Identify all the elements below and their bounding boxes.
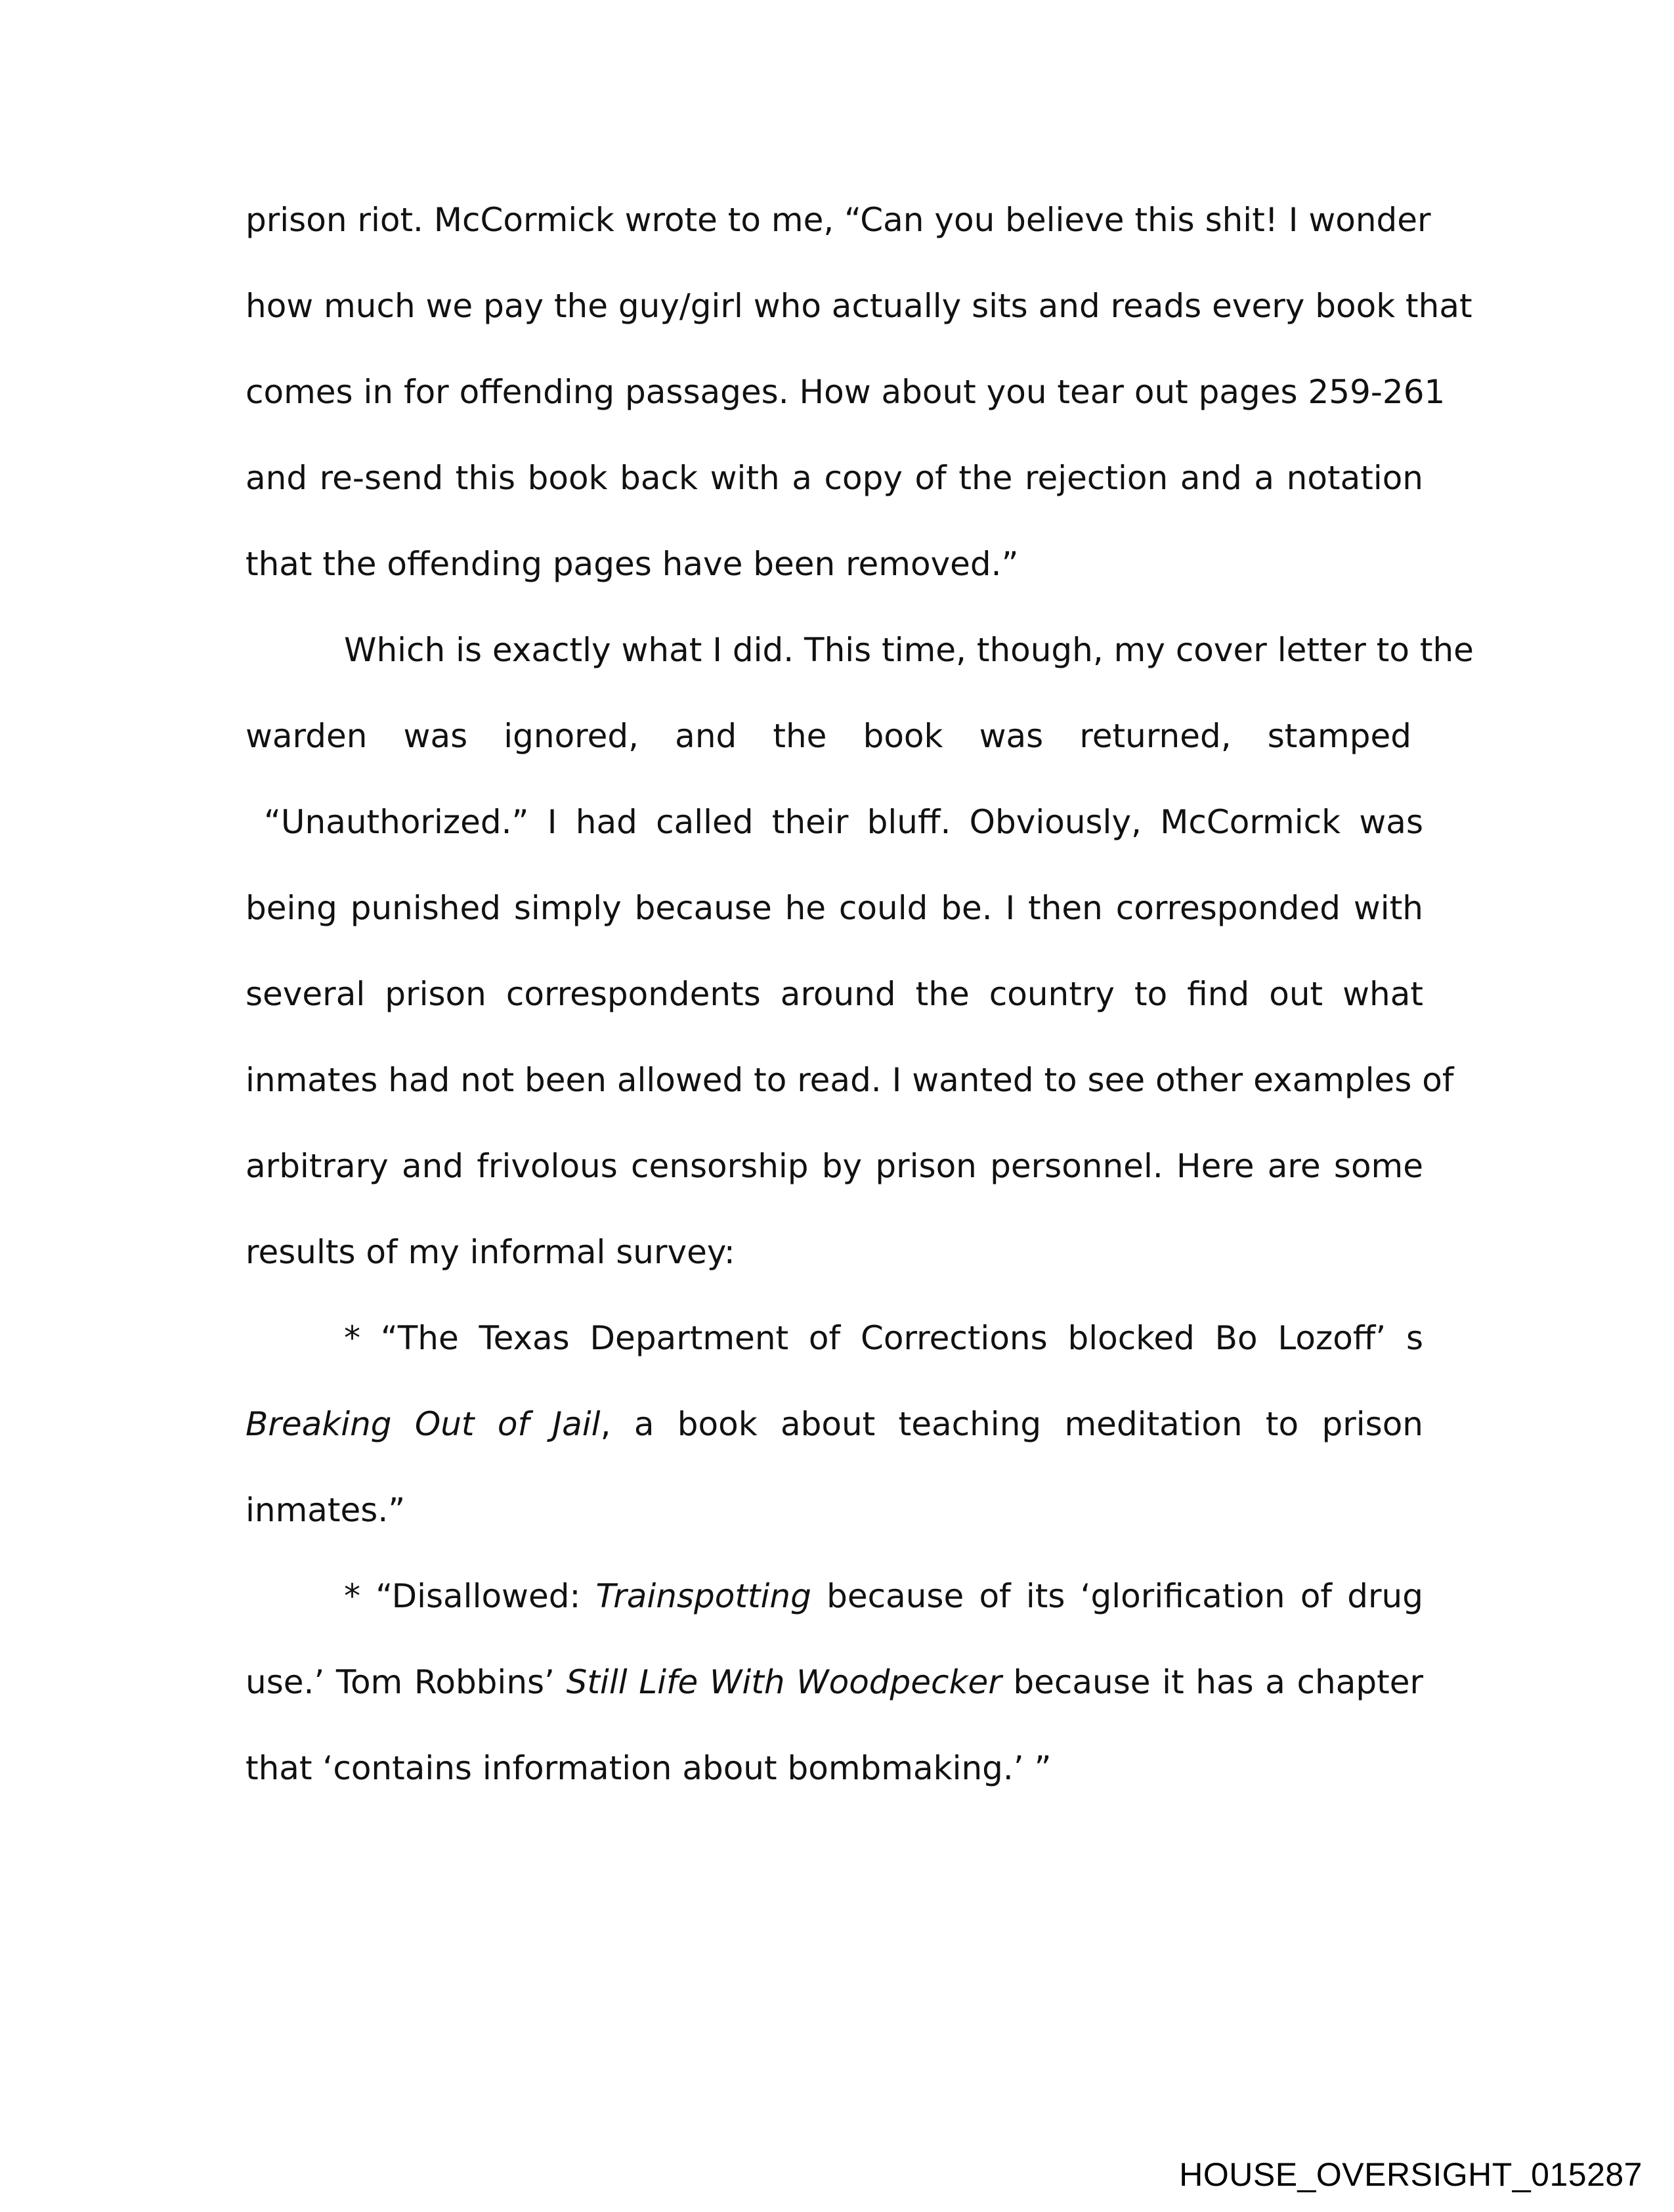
bullet-quote-line: * “The Texas Department of Corrections blocked Bo Lozoff’ s (344, 1319, 1423, 1357)
bullet-quote-line (246, 1576, 1423, 1616)
document-id-footer: HOUSE_OVERSIGHT_015287 (1179, 2156, 1642, 2193)
text-line: inmates had not been allowed to read. I wanted to see other examples of (246, 1061, 1454, 1099)
text-line: that the offending pages have been removed.” (246, 545, 1019, 583)
text-line: being punished simply because he could be. I then corresponded with (246, 889, 1423, 927)
text-span: * “Disallowed: (344, 1577, 596, 1615)
text-line: that ‘contains information about bombmaking.’ ” (246, 1749, 1052, 1787)
text-line: “Unauthorized.” I had called their bluff. Obviously, McCormick was (264, 803, 1423, 841)
book-title: Breaking Out of Jail (246, 1405, 601, 1443)
text-line: several prison correspondents around the country to find out what (246, 975, 1423, 1013)
text-line: and re-send this book back with a copy of the rejection and a notation (246, 459, 1423, 497)
book-title: Trainspotting (595, 1577, 811, 1615)
text-span: because of its ‘glorification of drug (811, 1577, 1423, 1615)
text-line (246, 1662, 1423, 1702)
text-line: comes in for offending passages. How about you tear out pages 259-261 (246, 373, 1446, 411)
text-line: warden was ignored, and the book was returned, stamped (246, 717, 1411, 755)
text-span: because it has a chapter (1001, 1663, 1424, 1701)
text-line: inmates.” (246, 1491, 406, 1529)
text-span: , a book about teaching meditation to prison (600, 1405, 1423, 1443)
text-span: use.’ Tom Robbins’ (246, 1663, 567, 1701)
text-line (246, 1404, 1423, 1444)
text-line: arbitrary and frivolous censorship by prison personnel. Here are some (246, 1147, 1423, 1185)
book-title: Still Life With Woodpecker (566, 1663, 1002, 1701)
text-line: prison riot. McCormick wrote to me, “Can you believe this shit! I wonder (246, 201, 1431, 239)
paragraph-start-line: Which is exactly what I did. This time, though, my cover letter to the (344, 631, 1474, 669)
text-line: how much we pay the guy/girl who actually sits and reads every book that (246, 287, 1472, 325)
text-line: results of my informal survey: (246, 1233, 735, 1271)
